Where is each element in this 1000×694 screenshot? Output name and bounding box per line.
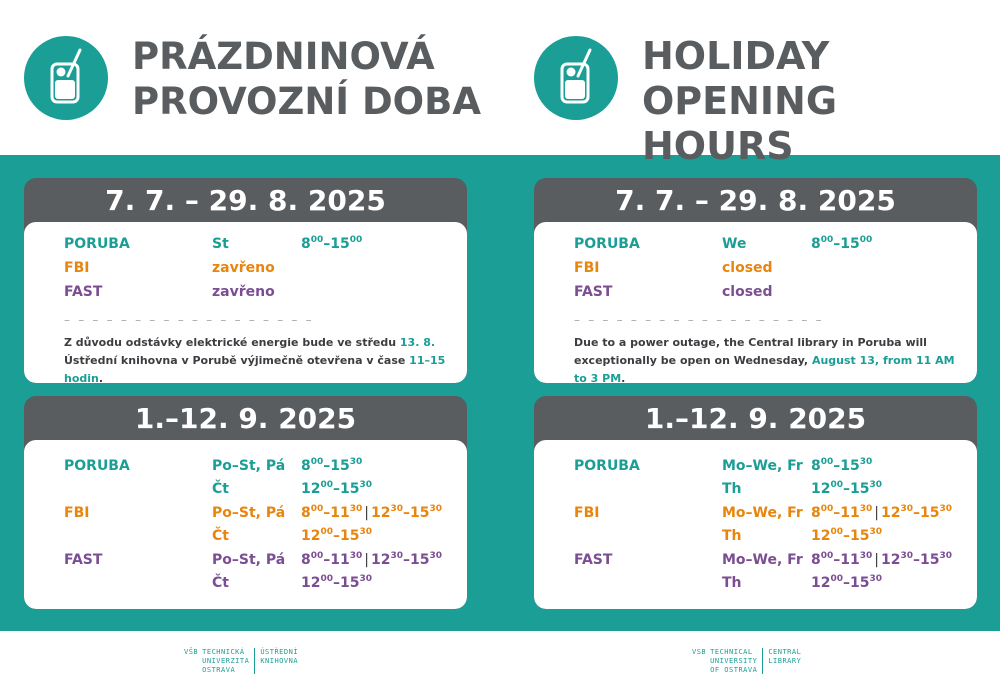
logo-line: LIBRARY (768, 657, 802, 665)
logo-line: OF OSTRAVA (710, 666, 758, 674)
day-label: Mo–We, Fr (722, 458, 803, 474)
english-column (510, 0, 1000, 694)
vsb-logo-en (692, 648, 801, 675)
en-header (510, 0, 1000, 168)
place-fbi: FBI (64, 260, 90, 276)
logo-line: OSTRAVA (202, 666, 236, 674)
card-body (534, 222, 977, 383)
place-poruba: PORUBA (64, 236, 130, 252)
vsb-logo-cz (184, 648, 298, 675)
cz-september-card (24, 396, 467, 609)
dashed-divider: – – – – – – – – – – – – – – – – – – (64, 313, 314, 327)
place-poruba: PORUBA (574, 458, 640, 474)
closed-label: zavřeno (212, 284, 275, 300)
dashed-divider: – – – – – – – – – – – – – – – – – – (574, 313, 824, 327)
place-fbi: FBI (574, 260, 600, 276)
title-line-2: OPENING HOURS (642, 79, 838, 168)
title-line-1: PRÁZDNINOVÁ (132, 35, 435, 78)
drink-icon (24, 36, 108, 120)
cz-summer-card (24, 178, 467, 383)
time-range: $8^{00}-15^{30}$ (301, 457, 363, 474)
time-range: $12^{00}-15^{30}$ (301, 574, 373, 591)
card-body (24, 440, 467, 609)
time-range: $8^{00}-11^{30}$ | $12^{30}-15^{30}$ (301, 504, 443, 521)
time-range: $8^{00}-15^{30}$ (811, 457, 873, 474)
day-label: Po–St, Pá (212, 505, 286, 521)
card-heading: 7. 7. – 29. 8. 2025 (105, 183, 386, 217)
time-range: $12^{00}-15^{30}$ (811, 480, 883, 497)
logo-line: ÚSTŘEDNÍ (260, 648, 299, 656)
card-heading: 1.–12. 9. 2025 (134, 401, 357, 435)
place-poruba: PORUBA (64, 458, 130, 474)
place-fast: FAST (574, 284, 613, 300)
outage-note: Due to a power outage, the Central library in Poruba will exceptionally be open on Wednesday, August 13, from 11 AM to 3 PM. (574, 336, 955, 383)
time-range: $8^{00}-11^{30}$ | $12^{30}-15^{30}$ (811, 551, 953, 568)
en-september-card (534, 396, 977, 609)
time-range: $8^{00}-15^{00}$ (301, 235, 363, 252)
time-range: $12^{00}-15^{30}$ (811, 574, 883, 591)
time-range: $12^{00}-15^{30}$ (301, 527, 373, 544)
closed-label: zavřeno (212, 260, 275, 276)
day-label: Po–St, Pá (212, 552, 286, 568)
time-range: $8^{00}-11^{30}$ | $12^{30}-15^{30}$ (811, 504, 953, 521)
cz-header (0, 0, 500, 155)
day-label: We (722, 236, 747, 252)
place-fbi: FBI (64, 505, 90, 521)
place-fast: FAST (574, 552, 613, 568)
logo-line: KNIHOVNA (260, 657, 299, 665)
title-line-2: PROVOZNÍ DOBA (132, 80, 481, 123)
day-label: St (212, 236, 229, 252)
page-title-cz (132, 34, 481, 124)
day-label: Čt (212, 575, 229, 591)
logo-line: TECHNICAL (710, 648, 753, 656)
day-label: Mo–We, Fr (722, 505, 803, 521)
place-fast: FAST (64, 552, 103, 568)
logo-divider (762, 648, 763, 674)
day-label: Th (722, 575, 742, 591)
card-body (24, 222, 467, 383)
place-fbi: FBI (574, 505, 600, 521)
en-summer-card (534, 178, 977, 383)
logo-line: UNIVERSITY (710, 657, 758, 665)
day-label: Th (722, 528, 742, 544)
logo-divider (254, 648, 255, 674)
time-range: $8^{00}-15^{00}$ (811, 235, 873, 252)
day-label: Po–St, Pá (212, 458, 286, 474)
logo-line: CENTRAL (768, 648, 802, 656)
day-label: Th (722, 481, 742, 497)
card-heading: 1.–12. 9. 2025 (644, 401, 867, 435)
logo-line: UNIVERZITA (202, 657, 250, 665)
card-heading: 7. 7. – 29. 8. 2025 (615, 183, 896, 217)
title-line-1: HOLIDAY (642, 34, 830, 78)
card-body (534, 440, 977, 609)
vsb-mark: VSB (692, 648, 707, 656)
day-label: Mo–We, Fr (722, 552, 803, 568)
day-label: Čt (212, 481, 229, 497)
page-title-en (642, 34, 1000, 169)
logo-line: TECHNICKÁ (202, 648, 245, 656)
day-label: Čt (212, 528, 229, 544)
outage-note: Z důvodu odstávky elektrické energie bude ve středu 13. 8. Ústřední knihovna v Porubě výjimečně otevřena v čase 11–15 hodin. (64, 336, 446, 383)
time-range: $12^{00}-15^{30}$ (811, 527, 883, 544)
closed-label: closed (722, 260, 773, 276)
place-poruba: PORUBA (574, 236, 640, 252)
time-range: $12^{00}-15^{30}$ (301, 480, 373, 497)
vsb-mark: VŠB (184, 648, 199, 656)
time-range: $8^{00}-11^{30}$ | $12^{30}-15^{30}$ (301, 551, 443, 568)
drink-icon (534, 36, 618, 120)
closed-label: closed (722, 284, 773, 300)
place-fast: FAST (64, 284, 103, 300)
